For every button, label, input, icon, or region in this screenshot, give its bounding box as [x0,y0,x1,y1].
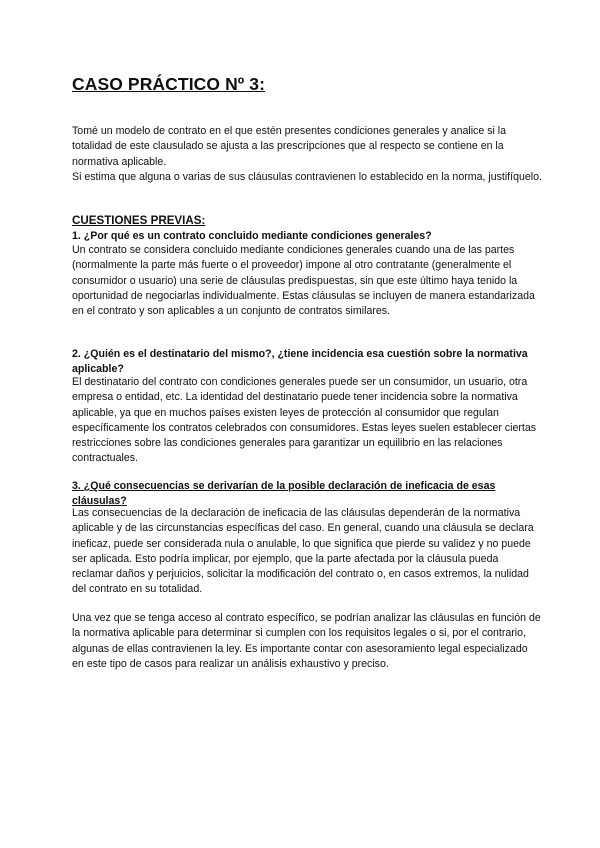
question-1-title: 1. ¿Por qué es un contrato concluido mediante condiciones generales? [72,230,432,242]
question-2-answer: El destinatario del contrato con condiciones generales puede ser un consumidor, un usuario, otra empresa o entidad, etc. La identidad del destinatario puede tener incidencia sobre la normativa aplicable, ya que en muchos países existen leyes de protección al consumidor que regulan específicamente los contratos celebrados con consumidores. Estas leyes suelen establecer ciertas restricciones sobre las condiciones generales para garantizar un equilibrio en las relaciones contractuales. [72,376,537,465]
intro-paragraph-2: Si estima que alguna o varias de sus cláusulas contravienen lo establecido en la norma, justifíquelo. [72,171,542,183]
intro-paragraph-1: Tomé un modelo de contrato en el que estén presentes condiciones generales y analice si la totalidad de este clausulado se ajusta a las prescripciones que al respecto se contiene en la normativa aplicable. [72,125,507,168]
section-heading: CUESTIONES PREVIAS: [72,214,206,227]
closing-paragraph: Una vez que se tenga acceso al contrato específico, se podrían analizar las cláusulas en función de la normativa aplicable para determinar si cumplen con los requisitos legales o si, por el contrario, algunas de ellas contravienen la ley. Es importante contar con asesoramiento legal especializado en este tipo de casos para realizar un análisis exhaustivo y preciso. [72,612,541,670]
question-1-answer: Un contrato se considera concluido mediante condiciones generales cuando una de las partes (normalmente la parte más fuerte o el proveedor) impone al otro contratante (generalmente el consumidor o usuario) una serie de cláusulas predispuestas, sin que este último haya tenido la oportunidad de negociarlas individualmente. Estas cláusulas se incluyen de manera estandarizada en el contrato y son aplicables a un conjunto de contratos similares. [72,244,535,318]
question-3-title: 3. ¿Qué consecuencias se derivarían de la posible declaración de ineficacia de esas cláusulas? [72,480,496,507]
question-3-answer: Las consecuencias de la declaración de ineficacia de las cláusulas dependerán de la normativa aplicable y de las circunstancias específicas del caso. En general, cuando una cláusula se declara ineficaz, puede ser considerada nula o anulable, lo que significa que pierde su validez y no puede ser aplicada. Esto podría implicar, por ejemplo, que la parte afectada por la cláusula pueda reclamar daños y perjuicios, solicitar la modificación del contrato o, en casos extremos, la nulidad del contrato en su totalidad. [72,507,534,596]
page-title: CASO PRÁCTICO Nº 3: [72,74,266,94]
question-2-title: 2. ¿Quién es el destinatario del mismo?, ¿tiene incidencia esa cuestión sobre la normativa aplicable? [72,348,528,375]
